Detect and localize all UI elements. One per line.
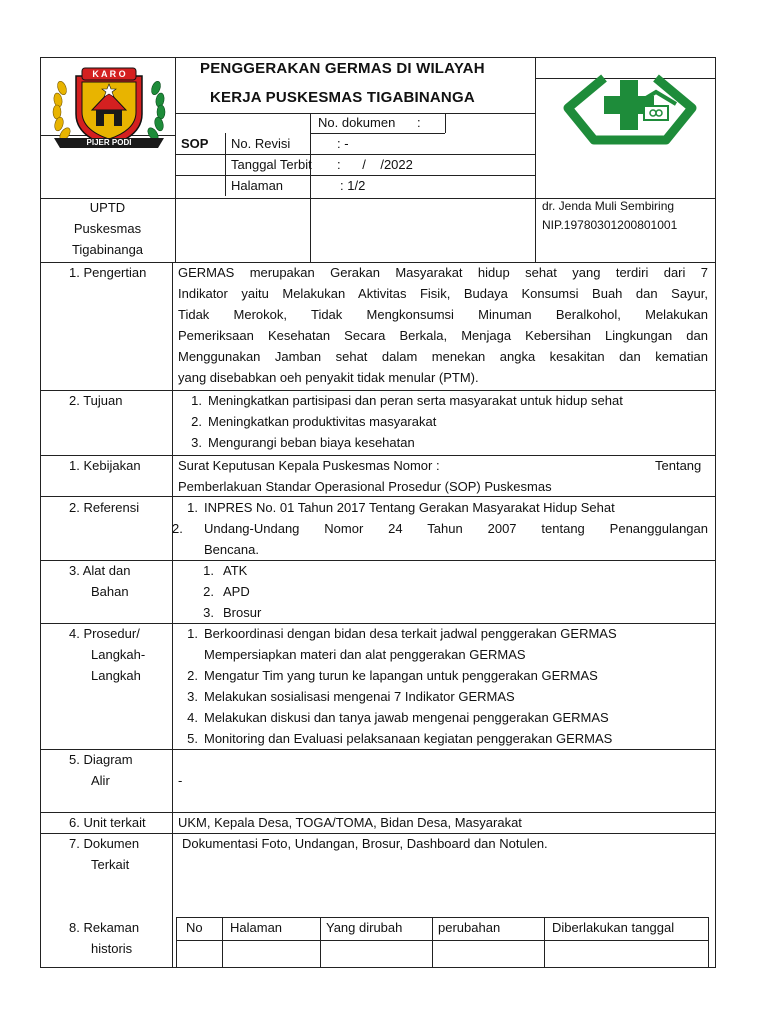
kebijakan-line2: Pemberlakuan Standar Operasional Prosedur (SOP) Puskesmas [178, 479, 552, 494]
list-item-continuation [172, 644, 708, 665]
document-title-line1: PENGGERAKAN GERMAS DI WILAYAH [200, 60, 485, 77]
list-number: 1. [191, 393, 202, 408]
org-name-line3: Tigabinanga [71, 242, 144, 257]
list-item [172, 497, 708, 518]
list-item [190, 560, 590, 581]
list-text: Melakukan sosialisasi mengenai 7 Indikator GERMAS [204, 689, 515, 704]
dokumen-terkait-label-line1: 7. Dokumen [69, 836, 140, 851]
halaman-value: : 1/2 [340, 178, 366, 193]
tanggal-terbit-label: Tanggal Terbit [231, 157, 312, 172]
rekaman-label-line1: 8. Rekaman [69, 920, 140, 935]
list-item [172, 623, 708, 644]
no-dokumen-label: No. dokumen [318, 115, 396, 130]
sop-label: SOP [181, 136, 209, 151]
list-text: Mengatur Tim yang turun ke lapangan untuk penggerakan GERMAS [204, 668, 598, 683]
document-title-line2: KERJA PUSKESMAS TIGABINANGA [210, 89, 475, 106]
list-text: Berkoordinasi dengan bidan desa terkait jadwal penggerakan GERMAS [204, 626, 617, 641]
list-text: ATK [223, 563, 248, 578]
table-header-cell: No [186, 920, 203, 935]
diagram-value: - [178, 773, 183, 788]
alat-label-line1: 3. Alat dan [69, 563, 131, 578]
tujuan-list [176, 390, 711, 453]
prosedur-label-line1: 4. Prosedur/ [69, 626, 140, 641]
referensi-list [172, 497, 708, 560]
list-item [190, 602, 590, 623]
signer-name: dr. Jenda Muli Sembiring [542, 199, 675, 213]
list-number: 2. [203, 584, 214, 599]
alat-label-line2: Bahan [91, 584, 129, 599]
list-item [172, 665, 708, 686]
list-text: Melakukan diskusi dan tanya jawab mengenai penggerakan GERMAS [204, 710, 609, 725]
no-revisi-label: No. Revisi [231, 136, 291, 151]
list-item-continuation [172, 539, 708, 560]
list-number: 1. [187, 626, 198, 641]
list-number: 1. [203, 563, 214, 578]
list-number: 3. [191, 435, 202, 450]
list-text: Undang-Undang Nomor 24 Tahun 2007 tentang Penanggulangan [204, 521, 708, 536]
list-number: 1. [187, 500, 198, 515]
org-name-line1: UPTD [89, 200, 126, 215]
rekaman-label-line2: historis [91, 941, 133, 956]
org-name-line2: Puskesmas [73, 221, 142, 236]
list-text: Monitoring dan Evaluasi pelaksanaan kegiatan penggerakan GERMAS [204, 731, 613, 746]
dokumen-terkait-value: Dokumentasi Foto, Undangan, Brosur, Dashboard dan Notulen. [182, 836, 548, 851]
list-item [176, 432, 711, 453]
list-item [172, 686, 708, 707]
table-header-cell: Yang dirubah [326, 920, 403, 935]
kebijakan-line1-right: Tentang [655, 458, 702, 473]
pengertian-line: Tidak Merokok, Tidak Mengkonsumsi Minuman Beralkohol, Melakukan [178, 307, 708, 322]
emblem-banner-text: PIJER PODI [86, 138, 132, 147]
list-item [172, 728, 708, 749]
tanggal-terbit-value: : / /2022 [337, 157, 413, 172]
list-number: 4. [187, 710, 198, 725]
alat-list [190, 560, 590, 623]
tujuan-label: 2. Tujuan [69, 393, 123, 408]
list-text: APD [223, 584, 250, 599]
kebijakan-label: 1. Kebijakan [69, 458, 141, 473]
pengertian-line: Pemeriksaan Kesehatan Secara Berkala, Menjaga Kebersihan Lingkungan dan [178, 328, 708, 343]
pengertian-label: 1. Pengertian [69, 265, 147, 280]
diagram-label-line1: 5. Diagram [69, 752, 133, 767]
list-text: Mempersiapkan materi dan alat penggerakan GERMAS [204, 647, 526, 662]
list-item [190, 581, 590, 602]
table-header-cell: perubahan [438, 920, 501, 935]
list-item [176, 411, 711, 432]
list-number: 5. [187, 731, 198, 746]
list-text: Mengurangi beban biaya kesehatan [208, 435, 415, 450]
list-text: INPRES No. 01 Tahun 2017 Tentang Gerakan Masyarakat Hidup Sehat [204, 500, 615, 515]
no-dokumen-value: : [417, 115, 421, 130]
list-number: 2. [191, 414, 202, 429]
pengertian-line: Indikator yaitu Melakukan Aktivitas Fisik, Budaya Konsumsi Buah dan Sayur, [178, 286, 708, 301]
pengertian-line: Menggunakan Jamban sehat dalam menekan angka kesakitan dan kematian [178, 349, 708, 364]
signer-nip: NIP.19780301200801001 [542, 218, 678, 232]
list-item [172, 707, 708, 728]
table-header-cell: Diberlakukan tanggal [552, 920, 675, 935]
diagram-label-line2: Alir [91, 773, 110, 788]
list-number: 2. [187, 668, 198, 683]
unit-terkait-label: 6. Unit terkait [69, 815, 146, 830]
list-item [172, 518, 708, 539]
list-number: 3. [187, 689, 198, 704]
list-number: 2. [172, 521, 183, 536]
dokumen-terkait-label-line2: Terkait [91, 857, 130, 872]
list-item [176, 390, 711, 411]
emblem-top-text: K A R O [92, 69, 126, 79]
list-text: Brosur [223, 605, 262, 620]
list-text: Bencana. [204, 542, 259, 557]
no-revisi-value: : - [337, 136, 349, 151]
pengertian-line: yang disebabkan oeh penyakit tidak menular (PTM). [178, 370, 479, 385]
prosedur-label-line3: Langkah [91, 668, 141, 683]
table-header-cell: Halaman [230, 920, 283, 935]
unit-terkait-value: UKM, Kepala Desa, TOGA/TOMA, Bidan Desa, Masyarakat [178, 815, 522, 830]
prosedur-label-line2: Langkah- [91, 647, 146, 662]
kebijakan-line1-left: Surat Keputusan Kepala Puskesmas Nomor : [178, 458, 440, 473]
referensi-label: 2. Referensi [69, 500, 140, 515]
prosedur-list [172, 623, 708, 749]
halaman-label: Halaman [231, 178, 284, 193]
karo-emblem-logo [48, 66, 170, 152]
list-number: 3. [203, 605, 214, 620]
puskesmas-logo [560, 72, 700, 150]
pengertian-line: GERMAS merupakan Gerakan Masyarakat hidup sehat yang terdiri dari 7 [178, 265, 708, 280]
list-text: Meningkatkan partisipasi dan peran serta masyarakat untuk hidup sehat [208, 393, 623, 408]
list-text: Meningkatkan produktivitas masyarakat [208, 414, 437, 429]
